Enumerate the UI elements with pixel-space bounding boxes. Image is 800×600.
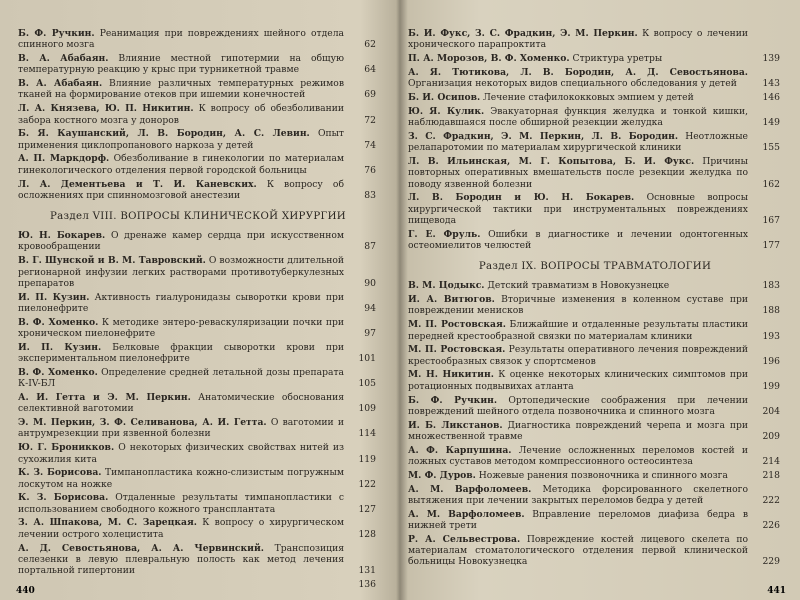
entry-authors: В. А. Абабаян. [18,78,103,90]
entry-title: Тимпанопластика кожно-слизистым погружным лоскутом на ножке [18,467,344,490]
entry-authors: Б. Ф. Ручкин. [18,28,95,39]
entry-title: К вопросу об осложнениях при спинномозговой анестезии [18,178,344,201]
toc-entry [408,509,782,532]
entry-authors: Ю. Я. Кулик. [408,105,485,117]
entry-title: Неотложные релапаротомии по материалам хирургической клиники [408,130,748,154]
entry-page-number: 183 [762,280,780,292]
entry-title: Эвакуаторная функция желудка и тонкой кишки, наблюдавшаяся после обширной резекции желудка [408,105,749,129]
entry-authors: Л. А. Дементьева и Т. И. Каневских. [18,178,257,190]
toc-entry [18,442,378,465]
toc-entry [18,179,378,202]
entry-authors: Б. Я. Каушанский, Л. В. Бородин, А. С. Левин. [18,128,310,140]
entry-title: Диагностика повреждений черепа и мозга при множественной травме [408,419,749,442]
right-entries-bottom [408,280,782,567]
entry-title: Организация некоторых видов специального обследования у детей [408,78,737,90]
folio-right: 441 [767,586,786,596]
entry-page-number: 143 [762,78,780,90]
entry-title: Определение средней летальной дозы препарата К-IV-БЛ [18,366,345,390]
entry-title: О некоторых физических свойствах нитей из сухожилия кита [18,442,345,465]
entry-title: Отдаленные результаты тимпанопластики с использованием свободного кожного трансплантата [18,492,344,515]
entry-page-number: 69 [364,89,376,101]
entry-page-number: 87 [364,241,376,253]
entry-page-number: 162 [762,178,780,190]
entry-authors: Г. Е. Фруль. [408,228,481,240]
entry-page-number: 128 [358,528,376,540]
entry-title: Влияние различных температурных режимов тканей на формирование отеков при ишемии конечностей [18,78,345,101]
toc-entry [408,484,782,507]
entry-authors: И. П. Кузин. [18,341,102,353]
toc-entry [18,78,378,101]
entry-title: Ошибки в диагностике и лечении одонтогенных остеомиелитов челюстей [408,228,749,252]
entry-title: Основные вопросы хирургической тактики при инструментальных повреждениях пищевода [408,192,749,226]
entry-title: К вопросу о хирургическом лечении острого холецистита [18,517,345,540]
entry-title: О дренаже камер сердца при искусственном кровообращении [18,230,344,253]
entry-authors: З. С. Фрадкин, Э. М. Перкин, Л. В. Бородин. [408,130,679,142]
entry-authors: Р. А. Сельвестрова. [408,533,521,545]
folio-left: 440 [16,586,35,596]
entry-title: Опыт применения циклопропанового наркоза у детей [18,128,345,151]
entry-title: Транспозиция селезенки в левую плевральную полость как метод лечения портальной гипертонии [18,542,344,577]
toc-entry [18,255,378,289]
toc-entry [18,417,378,440]
entry-title: Вправление переломов диафиза бедра в нижней трети [408,508,748,531]
entry-authors: А. М. Варфоломеев. [408,483,532,495]
entry-authors: А. Ф. Карпушина. [408,444,512,456]
entry-page-number: 149 [762,117,780,129]
entry-title: О ваготомии и антрумрезекции при язвенной болезни [18,417,345,440]
toc-entry [18,392,378,415]
entry-page-number: 62 [364,39,376,51]
entry-title: Вторичные изменения в коленном суставе при повреждении менисков [408,294,748,317]
entry-authors: П. А. Морозов, В. Ф. Хоменко. [408,53,570,65]
entry-page-number: 94 [364,302,376,314]
toc-entry [408,106,782,129]
entry-page-number: 127 [358,503,376,515]
entry-authors: К. З. Борисова. [18,492,109,504]
entry-page-number: 74 [364,139,376,151]
toc-entry [408,369,782,392]
entry-authors: В. Г. Шунской и В. М. Тавровский. [18,255,206,267]
entry-authors: Э. М. Перкин, З. Ф. Селиванова, А. И. Гетта. [18,417,267,429]
toc-entry [18,543,378,577]
entry-title: Ортопедические соображения при лечении повреждений шейного отдела позвоночника и спинного мозга [408,394,749,417]
toc-entry [408,280,782,291]
entry-authors: В. А. Абабаян. [18,53,109,65]
toc-entry [408,92,782,103]
toc-entry [408,344,782,367]
entry-page-number: 204 [762,405,780,417]
entry-title: Влияние местной гипотермии на общую температурную реакцию у крыс при турникетной травме [18,53,344,76]
entry-authors: В. Ф. Хоменко. [18,366,98,378]
toc-trailing-page-number [18,579,378,590]
entry-page-number: 136 [358,578,376,590]
entry-title: Белковые фракции сыворотки крови при экспериментальном пиелонефрите [18,341,344,365]
toc-entry [408,395,782,418]
entry-title: О возможности длительной регионарной инфузии легких растворами противотуберкулезных препаратов [18,255,344,289]
right-entries-top [408,28,782,251]
entry-page-number: 105 [358,378,376,390]
right-page [408,28,782,592]
toc-entry [408,420,782,443]
toc-entry [18,517,378,540]
entry-authors: В. Ф. Хоменко. [18,316,99,328]
toc-entry [18,292,378,315]
entry-page-number: 101 [358,353,376,365]
toc-entry [408,445,782,468]
entry-page-number: 64 [364,64,376,76]
toc-entry [408,67,782,90]
entry-title: Ножевые ранения позвоночника и спинного мозга [478,469,728,481]
entry-page-number: 72 [364,114,376,126]
entry-page-number: 155 [762,142,780,154]
entry-page-number: 226 [762,519,780,531]
toc-entry [408,470,782,481]
toc-entry [18,467,378,490]
toc-entry [18,128,378,151]
entry-authors: Ю. Н. Бокарев. [18,230,106,242]
entry-title: К методике энтеро-реваскуляризации почки при хроническом пиелонефрите [18,316,345,340]
entry-page-number: 229 [762,556,780,568]
toc-entry [408,229,782,252]
entry-authors: К. З. Борисова. [18,467,102,479]
entry-page-number: 222 [762,494,780,506]
left-entries-bottom [18,230,378,590]
entry-page-number: 139 [762,53,780,65]
toc-entry [18,153,378,176]
entry-page-number: 177 [762,240,780,252]
entry-title: Ближайшие и отдаленные результаты пластики передней крестообразной связки по материалам клиники [408,319,749,342]
toc-entry [408,53,782,64]
section-heading-right: Раздел IX. ВОПРОСЫ ТРАВМАТОЛОГИИ [478,261,712,273]
entry-authors: А. Я. Тютикова, Л. В. Бородин, А. Д. Севостьянова. [408,66,748,78]
left-page [18,28,378,592]
entry-authors: М. П. Ростовская. [408,319,506,331]
entry-page-number: 119 [358,453,376,465]
toc-entry [408,131,782,154]
entry-title: К вопросу о лечении хронического парапроктита [408,28,749,51]
entry-authors: Л. В. Ильинская, М. Г. Копытова, Б. И. Фукс. [408,155,695,167]
entry-authors: З. А. Шпакова, М. С. Зарецкая. [18,517,197,529]
entry-authors: Б. Ф. Ручкин. [408,394,498,406]
entry-authors: Б. И. Осипов. [408,91,481,103]
toc-entry [18,342,378,365]
entry-title: Активность гиалуронидазы сыворотки крови при пиелонефрите [18,291,344,314]
entry-page-number: 90 [364,277,376,289]
toc-entry [408,28,782,51]
entry-page-number: 209 [762,430,780,442]
entry-title: Лечение стафилококковых эмпием у детей [483,91,694,103]
entry-authors: И. Б. Ликстанов. [408,419,503,431]
toc-entry [408,192,782,226]
entry-title: Анатомические обоснования селективной ваготомии [18,392,344,415]
entry-authors: М. Н. Никитин. [408,369,494,381]
entry-authors: Л. А. Князева, Ю. П. Никитин. [18,103,194,115]
entry-title: Детский травматизм в Новокузнецке [487,280,670,292]
entry-page-number: 109 [358,403,376,415]
section-heading-left: Раздел VIII. ВОПРОСЫ КЛИНИЧЕСКОЙ ХИРУРГИИ [50,211,346,223]
entry-authors: А. И. Гетта и Э. М. Перкин. [18,392,191,404]
entry-page-number: 131 [358,565,376,577]
entry-title: Реанимация при повреждениях шейного отдела спинного мозга [18,28,345,51]
entry-authors: М. Ф. Дуров. [408,469,476,481]
toc-entry [18,28,378,51]
entry-page-number: 167 [762,214,780,226]
entry-authors: А. М. Варфоломеев. [408,508,525,520]
entry-page-number: 76 [364,164,376,176]
entry-authors: В. М. Цодыкс. [408,280,485,292]
toc-entry [18,230,378,253]
entry-authors: А. Д. Севостьянова, А. А. Червинский. [18,542,264,554]
toc-entry [18,53,378,76]
entry-authors: Л. В. Бородин и Ю. Н. Бокарев. [408,192,635,204]
entry-title: К оценке некоторых клинических симптомов при ротационных подвывихах атланта [408,369,748,392]
entry-page-number: 214 [762,456,780,467]
entry-authors: И. П. Кузин. [18,291,90,303]
toc-entry [408,319,782,342]
toc-entry [408,534,782,568]
entry-page-number: 97 [364,328,376,340]
entry-title: Стриктура уретры [572,53,663,65]
entry-title: Повреждение костей лицевого скелета по материалам стоматологического отделения первой клинической больницы Новокузнецка [408,533,748,568]
entry-authors: Б. И. Фукс, З. С. Фрадкин, Э. М. Перкин. [408,28,638,39]
toc-entry [408,156,782,190]
entry-page-number: 188 [762,305,780,317]
entry-authors: М. П. Ростовская. [408,344,506,356]
entry-authors: А. П. Маркдорф. [18,153,110,165]
entry-page-number: 199 [762,380,780,392]
entry-page-number: 122 [358,478,376,490]
entry-title: Причины повторных оперативных вмешательств после резекции желудка по поводу язвенной болезни [408,155,748,190]
entry-page-number: 193 [762,330,780,342]
entry-title: Лечение осложненных переломов костей и ложных суставов методом компрессионного остеосинтеза [408,444,749,467]
toc-entry [408,294,782,317]
entry-title: Обезболивание в гинекологии по материалам гинекологического отделения первой городской больницы [18,153,345,176]
entry-page-number: 218 [762,469,780,481]
entry-page-number: 83 [364,189,376,201]
entry-authors: И. А. Витюгов. [408,294,495,306]
entry-page-number: 114 [358,428,376,440]
entry-page-number: 196 [762,355,780,367]
entry-title: Методика форсированного скелетного вытяжения при лечении закрытых переломов бедра у детей [408,483,748,506]
toc-entry [18,103,378,126]
entry-page-number: 146 [762,91,780,103]
entry-title: К вопросу об обезболивании забора костного мозга у доноров [18,103,345,126]
toc-entry [18,317,378,340]
entry-authors: Ю. Г. Броникков. [18,442,115,454]
toc-entry [18,367,378,390]
entry-title: Результаты оперативного лечения повреждений крестообразных связок у спортсменов [408,344,749,367]
left-entries-top [18,28,378,201]
toc-entry [18,492,378,515]
